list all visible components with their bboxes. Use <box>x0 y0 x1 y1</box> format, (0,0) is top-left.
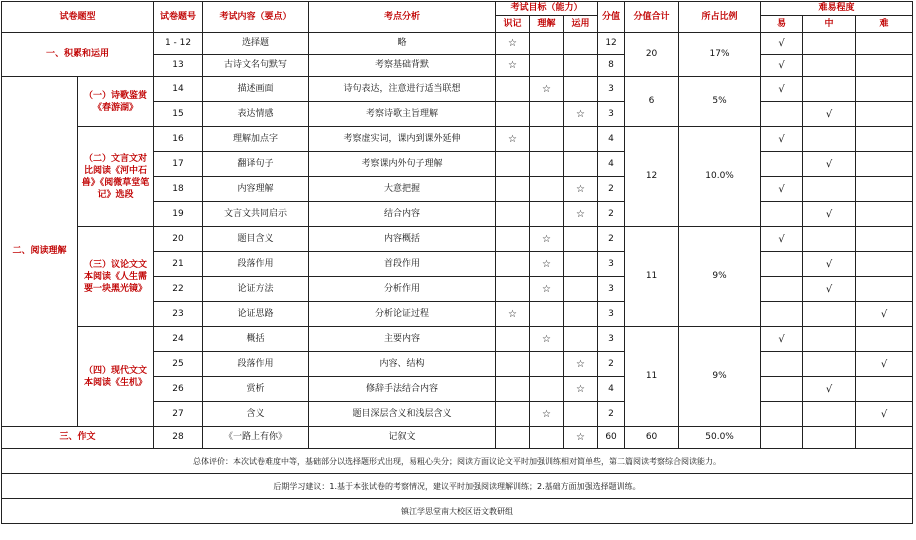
star-mark: ☆ <box>530 252 564 277</box>
question-analysis: 大意把握 <box>309 177 496 202</box>
table-row <box>2 327 913 352</box>
question-score: 3 <box>598 277 625 302</box>
table-row <box>2 427 913 449</box>
header-content: 考试内容（要点） <box>203 2 309 33</box>
question-content: 描述画面 <box>203 77 309 102</box>
question-number: 22 <box>154 277 203 302</box>
subsection-title: （三）议论文文本阅读《人生需要一块黑光镜》 <box>78 227 154 327</box>
question-score: 60 <box>598 427 625 449</box>
check-mark: √ <box>803 152 856 177</box>
subsection-title: （四）现代文文本阅读《生机》 <box>78 327 154 427</box>
star-mark: ☆ <box>564 427 598 449</box>
check-mark: √ <box>856 352 913 377</box>
exam-analysis-table <box>1 1 913 524</box>
header-goal-understand: 理解 <box>530 16 564 33</box>
group-total: 6 <box>625 77 679 127</box>
star-mark: ☆ <box>530 77 564 102</box>
question-number: 18 <box>154 177 203 202</box>
header-number: 试卷题号 <box>154 2 203 33</box>
question-analysis: 结合内容 <box>309 202 496 227</box>
question-number: 20 <box>154 227 203 252</box>
group-ratio: 5% <box>679 77 761 127</box>
check-mark: √ <box>761 33 803 55</box>
question-content: 段落作用 <box>203 352 309 377</box>
header-diff-medium: 中 <box>803 16 856 33</box>
question-analysis: 考察诗歌主旨理解 <box>309 102 496 127</box>
question-analysis: 略 <box>309 33 496 55</box>
star-mark: ☆ <box>530 227 564 252</box>
group-total: 60 <box>625 427 679 449</box>
star-mark: ☆ <box>530 402 564 427</box>
question-score: 4 <box>598 377 625 402</box>
question-analysis: 诗句表达，注意进行适当联想 <box>309 77 496 102</box>
star-mark: ☆ <box>530 277 564 302</box>
group-total: 11 <box>625 227 679 327</box>
question-score: 3 <box>598 302 625 327</box>
question-analysis: 内容概括 <box>309 227 496 252</box>
question-score: 8 <box>598 55 625 77</box>
subsection-title: （二）文言文对比阅读《河中石兽》《阅微草堂笔记》选段 <box>78 127 154 227</box>
question-number: 16 <box>154 127 203 152</box>
star-mark: ☆ <box>564 202 598 227</box>
group-ratio: 50.0% <box>679 427 761 449</box>
question-content: 赏析 <box>203 377 309 402</box>
question-score: 3 <box>598 102 625 127</box>
question-analysis: 内容、结构 <box>309 352 496 377</box>
question-content: 古诗文名句默写 <box>203 55 309 77</box>
check-mark: √ <box>803 277 856 302</box>
footer-signature: 镇江学思堂南大校区语文教研组 <box>2 499 913 524</box>
section-title: 二、阅读理解 <box>2 77 78 427</box>
question-number: 26 <box>154 377 203 402</box>
star-mark: ☆ <box>496 127 530 152</box>
question-content: 选择题 <box>203 33 309 55</box>
question-score: 2 <box>598 202 625 227</box>
question-score: 4 <box>598 152 625 177</box>
star-mark: ☆ <box>496 302 530 327</box>
question-content: 《一路上有你》 <box>203 427 309 449</box>
star-mark: ☆ <box>496 33 530 55</box>
check-mark: √ <box>761 77 803 102</box>
question-analysis: 修辞手法结合内容 <box>309 377 496 402</box>
question-score: 12 <box>598 33 625 55</box>
question-score: 3 <box>598 327 625 352</box>
star-mark: ☆ <box>530 327 564 352</box>
star-mark: ☆ <box>564 102 598 127</box>
question-score: 2 <box>598 402 625 427</box>
table-row <box>2 77 913 102</box>
question-number: 27 <box>154 402 203 427</box>
study-suggestion: 后期学习建议：1.基于本张试卷的考察情况，建议平时加强阅读理解训练；2.基础方面加强选择题训练。 <box>2 474 913 499</box>
question-content: 论证思路 <box>203 302 309 327</box>
question-number: 21 <box>154 252 203 277</box>
header-goal: 考试目标（能力） <box>496 2 598 16</box>
group-ratio: 9% <box>679 327 761 427</box>
section-title: 一、积累和运用 <box>2 33 154 77</box>
question-number: 25 <box>154 352 203 377</box>
question-number: 24 <box>154 327 203 352</box>
question-number: 1 - 12 <box>154 33 203 55</box>
question-number: 15 <box>154 102 203 127</box>
header-ratio: 所占比例 <box>679 2 761 33</box>
group-ratio: 17% <box>679 33 761 77</box>
header-total: 分值合计 <box>625 2 679 33</box>
question-number: 17 <box>154 152 203 177</box>
check-mark: √ <box>803 202 856 227</box>
question-score: 2 <box>598 227 625 252</box>
group-total: 11 <box>625 327 679 427</box>
header-difficulty: 难易程度 <box>761 2 913 16</box>
question-score: 4 <box>598 127 625 152</box>
check-mark: √ <box>803 252 856 277</box>
question-content: 文言文共同启示 <box>203 202 309 227</box>
question-content: 翻译句子 <box>203 152 309 177</box>
question-number: 13 <box>154 55 203 77</box>
table-row <box>2 33 913 55</box>
table-row <box>2 127 913 152</box>
header-type: 试卷题型 <box>2 2 154 33</box>
question-analysis: 考察基础背默 <box>309 55 496 77</box>
check-mark: √ <box>761 127 803 152</box>
question-score: 3 <box>598 252 625 277</box>
check-mark: √ <box>856 302 913 327</box>
table-row <box>2 227 913 252</box>
check-mark: √ <box>761 327 803 352</box>
header-diff-hard: 难 <box>856 16 913 33</box>
section-title: 三、作文 <box>2 427 154 449</box>
header-diff-easy: 易 <box>761 16 803 33</box>
star-mark: ☆ <box>496 55 530 77</box>
question-content: 段落作用 <box>203 252 309 277</box>
star-mark: ☆ <box>564 377 598 402</box>
group-ratio: 10.0% <box>679 127 761 227</box>
star-mark: ☆ <box>564 352 598 377</box>
subsection-title: （一）诗歌鉴赏《春游湖》 <box>78 77 154 127</box>
question-score: 2 <box>598 352 625 377</box>
question-analysis: 首段作用 <box>309 252 496 277</box>
question-number: 14 <box>154 77 203 102</box>
check-mark: √ <box>761 55 803 77</box>
question-content: 题目含义 <box>203 227 309 252</box>
check-mark: √ <box>761 177 803 202</box>
question-number: 28 <box>154 427 203 449</box>
question-score: 3 <box>598 77 625 102</box>
header-goal-apply: 运用 <box>564 16 598 33</box>
check-mark: √ <box>803 102 856 127</box>
question-content: 含义 <box>203 402 309 427</box>
question-analysis: 主要内容 <box>309 327 496 352</box>
check-mark: √ <box>803 377 856 402</box>
question-number: 23 <box>154 302 203 327</box>
group-total: 12 <box>625 127 679 227</box>
question-content: 内容理解 <box>203 177 309 202</box>
question-content: 论证方法 <box>203 277 309 302</box>
question-analysis: 记叙文 <box>309 427 496 449</box>
header-goal-memorize: 识记 <box>496 16 530 33</box>
question-score: 2 <box>598 177 625 202</box>
question-content: 表达情感 <box>203 102 309 127</box>
star-mark: ☆ <box>564 177 598 202</box>
question-number: 19 <box>154 202 203 227</box>
header-score: 分值 <box>598 2 625 33</box>
question-analysis: 题目深层含义和浅层含义 <box>309 402 496 427</box>
check-mark: √ <box>856 402 913 427</box>
question-analysis: 分析作用 <box>309 277 496 302</box>
question-content: 概括 <box>203 327 309 352</box>
group-ratio: 9% <box>679 227 761 327</box>
question-analysis: 分析论证过程 <box>309 302 496 327</box>
question-content: 理解加点字 <box>203 127 309 152</box>
question-analysis: 考察课内外句子理解 <box>309 152 496 177</box>
group-total: 20 <box>625 33 679 77</box>
check-mark: √ <box>761 227 803 252</box>
header-analysis: 考点分析 <box>309 2 496 33</box>
overall-evaluation: 总体评价：本次试卷难度中等，基础部分以选择题形式出现，易粗心失分；阅读方面议论文平时加强训练相对简单些，第二篇阅读考察综合阅读能力。 <box>2 449 913 474</box>
question-analysis: 考察虚实词，课内到课外延伸 <box>309 127 496 152</box>
